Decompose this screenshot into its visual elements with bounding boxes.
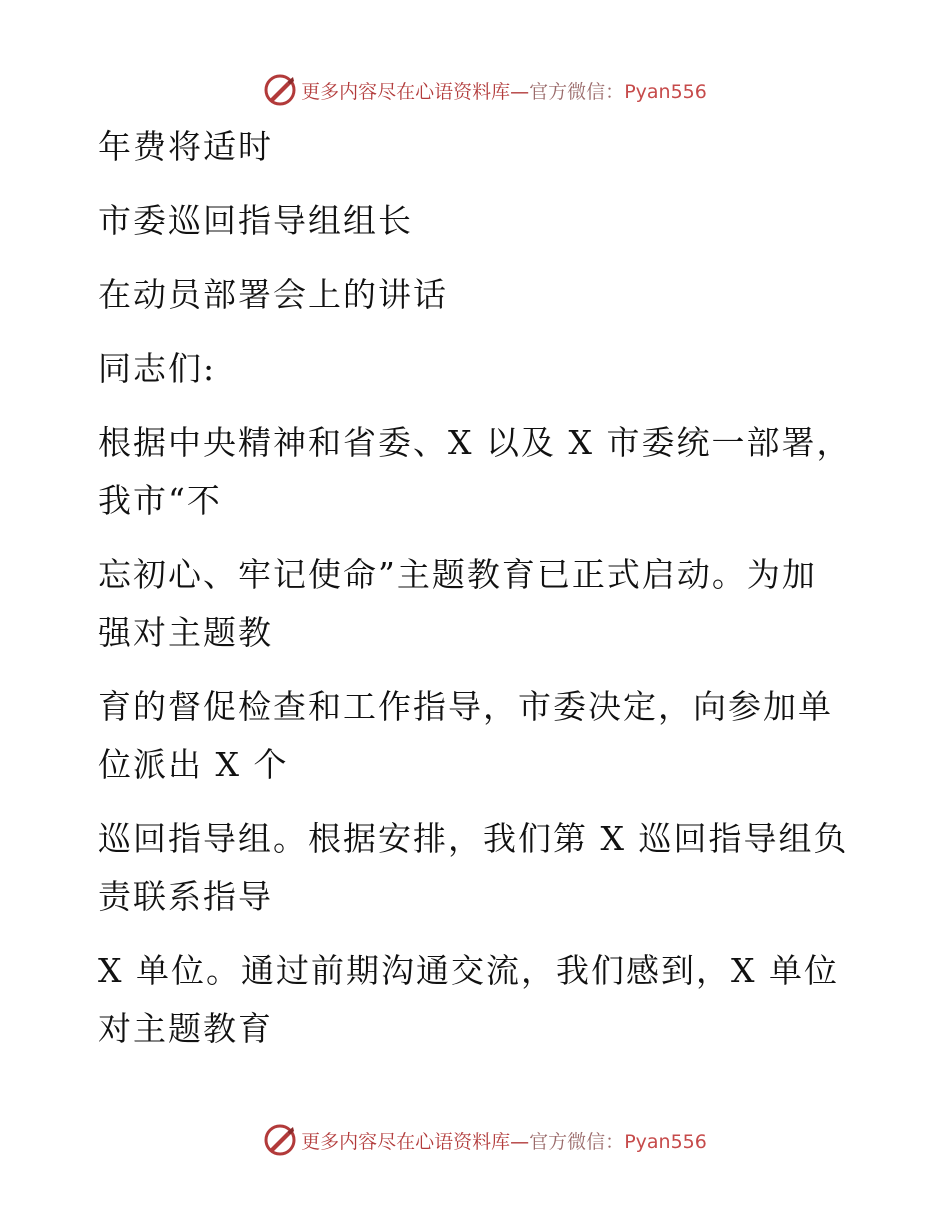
text-line: 同志们: xyxy=(98,349,217,388)
watermark-main: 更多内容尽在心语资料库 xyxy=(301,1130,511,1153)
text-line: 忘初心、牢记使命”主题教育已正式启动。为加 xyxy=(98,555,817,594)
watermark-main: 更多内容尽在心语资料库 xyxy=(301,80,511,103)
text-line: 在动员部署会上的讲话 xyxy=(98,275,448,314)
watermark-label: 官方微信： xyxy=(529,1130,625,1153)
text-line: 对主题教育 xyxy=(98,1009,273,1048)
text-line: 责联系指导 xyxy=(98,877,273,916)
text-line: 强对主题教 xyxy=(98,613,273,652)
watermark-id: Pyan556 xyxy=(624,1130,707,1153)
watermark-dash: — xyxy=(510,1130,530,1153)
text-line: 育的督促检查和工作指导，市委决定，向参加单 xyxy=(98,687,833,726)
text-line: X 单位。通过前期沟通交流，我们感到，X 单位 xyxy=(98,951,839,990)
footer-watermark xyxy=(0,1120,950,1160)
text-line: 年费将适时 xyxy=(98,127,273,166)
text-line: 巡回指导组。根据安排，我们第 X 巡回指导组负 xyxy=(98,819,849,858)
watermark-id: Pyan556 xyxy=(624,80,707,103)
text-line: 我市“不 xyxy=(98,481,222,520)
watermark-dash: — xyxy=(510,80,530,103)
watermark-group xyxy=(263,1123,707,1157)
text-line: 市委巡回指导组组长 xyxy=(98,201,413,240)
text-line: 位派出 X 个 xyxy=(98,745,289,784)
quill-logo-icon xyxy=(263,1123,297,1157)
watermark-label: 官方微信： xyxy=(529,80,625,103)
watermark-text xyxy=(301,1127,707,1154)
text-line: 根据中央精神和省委、X 以及 X 市委统一部署， xyxy=(98,423,852,462)
